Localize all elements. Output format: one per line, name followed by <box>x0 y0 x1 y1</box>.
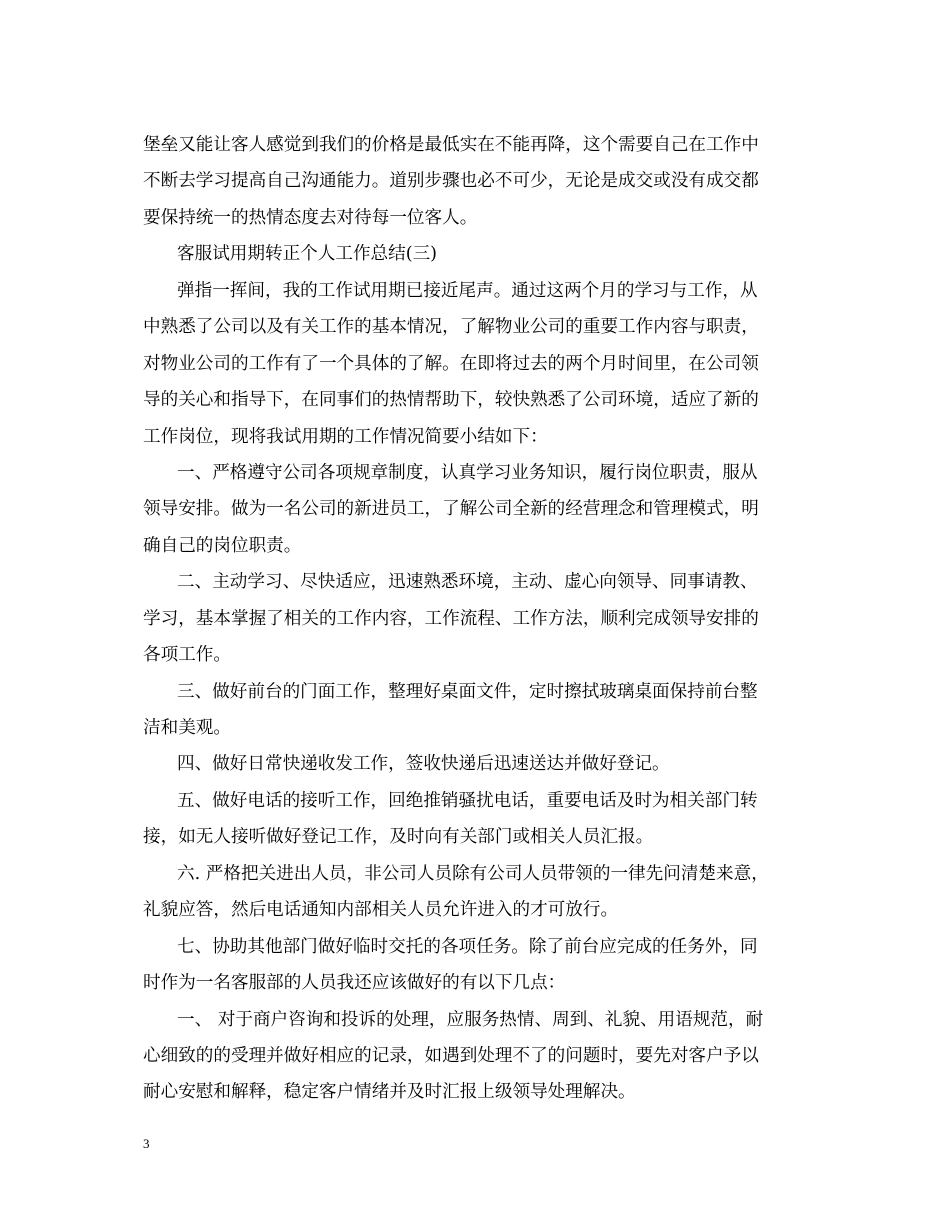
page-number: 3 <box>143 1136 150 1151</box>
text-line: 学习，基本掌握了相关的工作内容，工作流程、工作方法，顺利完成领导安排的 <box>143 608 759 629</box>
text-line: 不断去学习提高自己沟通能力。道别步骤也必不可少，无论是成交或没有成交都 <box>143 171 759 192</box>
text-line: 礼貌应答，然后电话通知内部相关人员允许进入的才可放行。 <box>143 900 619 921</box>
text-line: 耐心安慰和解释，稳定客户情绪并及时汇报上级领导处理解决。 <box>143 1082 636 1103</box>
text-line: 三、做好前台的门面工作，整理好桌面文件，定时擦拭玻璃桌面保持前台整 <box>177 681 758 702</box>
text-line: 客服试用期转正个人工作总结(三) <box>177 244 438 265</box>
body-text <box>143 127 815 1111</box>
text-line: 心细致的的受理并做好相应的记录，如遇到处理不了的问题时，要先对客户予以 <box>143 1045 759 1066</box>
text-line: 一、严格遵守公司各项规章制度，认真学习业务知识，履行岗位职责，服从 <box>177 462 758 483</box>
text-line: 五、做好电话的接听工作，回绝推销骚扰电话，重要电话及时为相关部门转 <box>177 790 758 811</box>
text-line: 确自己的岗位职责。 <box>143 535 302 556</box>
text-line: 弹指一挥间，我的工作试用期已接近尾声。通过这两个月的学习与工作，从 <box>177 280 758 301</box>
text-line: 导的关心和指导下，在同事们的热情帮助下，较快熟悉了公司环境，适应了新的 <box>143 390 759 411</box>
text-line: 洁和美观。 <box>143 718 231 738</box>
text-line: 接，如无人接听做好登记工作，及时向有关部门或相关人员汇报。 <box>143 827 654 848</box>
text-line: 六. 严格把关进出人员，非公司人员除有公司人员带领的一律先问清楚来意， <box>177 863 769 884</box>
text-line: 一、 对于商户咨询和投诉的处理，应服务热情、周到、礼貌、用语规范，耐 <box>177 1009 764 1030</box>
text-line: 领导安排。做为一名公司的新进员工，了解公司全新的经营理念和管理模式，明 <box>143 499 759 520</box>
text-line: 时作为一名客服部的人员我还应该做好的有以下几点： <box>143 973 566 994</box>
text-line: 要保持统一的热情态度去对待每一位客人。 <box>143 207 478 228</box>
text-line: 对物业公司的工作有了一个具体的了解。在即将过去的两个月时间里，在公司领 <box>143 353 759 374</box>
text-line: 各项工作。 <box>143 645 231 666</box>
text-line: 中熟悉了公司以及有关工作的基本情况，了解物业公司的重要工作内容与职责， <box>143 317 759 338</box>
text-line: 工作岗位，现将我试用期的工作情况简要小结如下： <box>143 426 548 447</box>
text-line: 四、做好日常快递收发工作，签收快递后迅速送达并做好登记。 <box>177 754 670 775</box>
text-line: 二、主动学习、尽快适应，迅速熟悉环境，主动、虚心向领导、同事请教、 <box>177 572 758 593</box>
text-line: 七、协助其他部门做好临时交托的各项任务。除了前台应完成的任务外，同 <box>177 936 758 957</box>
text-line: 堡垒又能让客人感觉到我们的价格是最低实在不能再降，这个需要自己在工作中 <box>143 135 759 155</box>
